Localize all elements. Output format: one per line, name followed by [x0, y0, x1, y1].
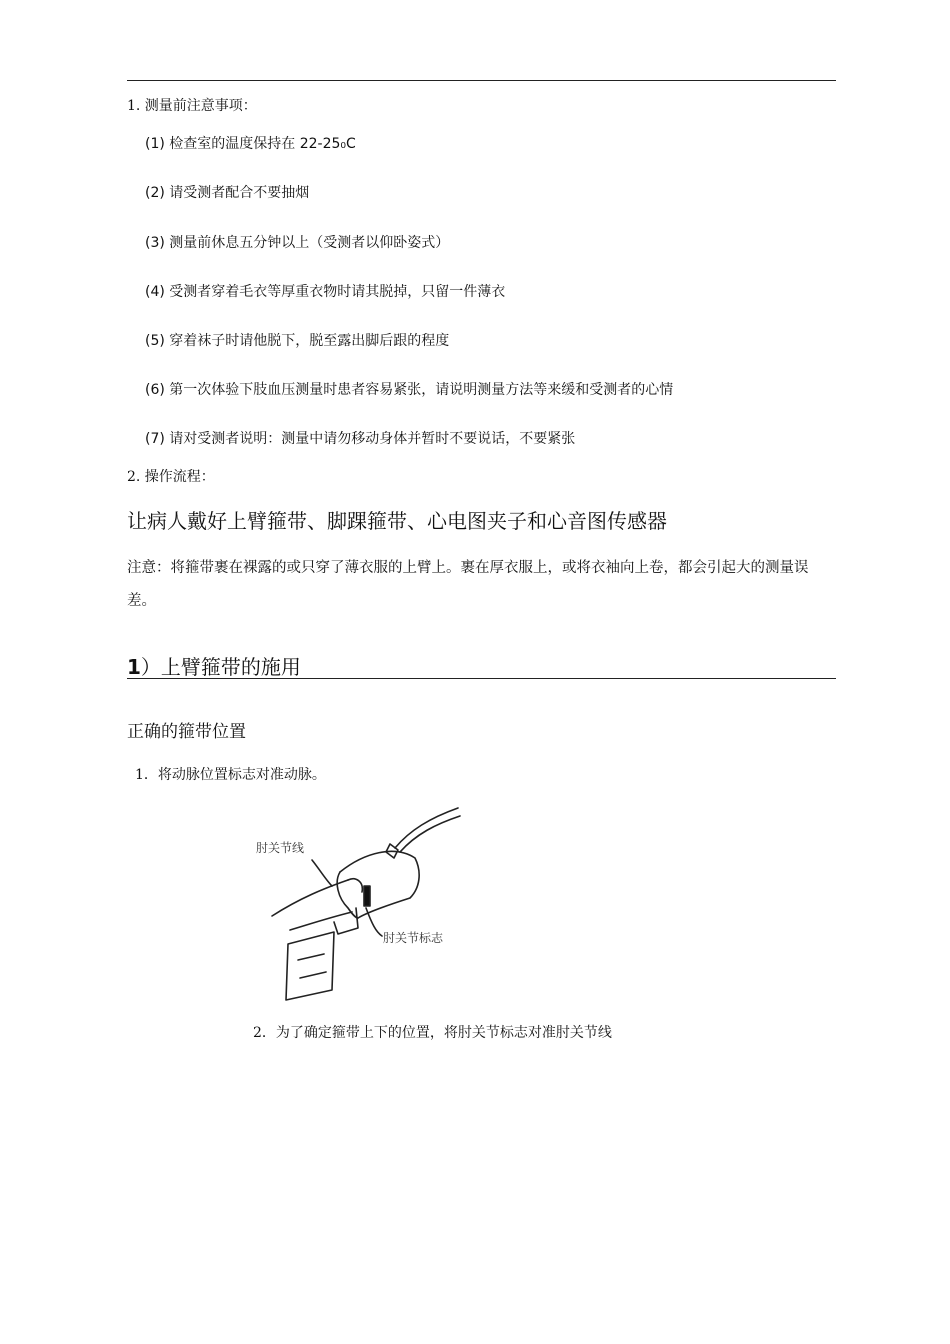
cuff-flap	[286, 932, 334, 1000]
label-elbow-line: 肘关节线	[256, 841, 305, 855]
precaution-item-6: (6) 第一次体验下肢血压测量时患者容易紧张，请说明测量方法等来缓和受测者的心情	[145, 382, 674, 398]
note-paragraph: 注意：将箍带裹在裸露的或只穿了薄衣服的上臂上。裹在厚衣服上，或将衣袖向上卷，都会引起大的测量误差。	[127, 560, 809, 609]
section-1-title: 1. 测量前注意事项：	[127, 98, 257, 114]
label-leader-line	[312, 860, 332, 886]
lead-instruction: 让病人戴好上臂箍带、脚踝箍带、心电图夹子和心音图传感器	[127, 509, 667, 533]
precaution-item-7: (7) 请对受测者说明：测量中请勿移动身体并暂时不要说话，不要紧张	[145, 431, 576, 447]
elbow-mark-symbol	[364, 886, 370, 906]
step-1: 1．将动脉位置标志对准动脉。	[135, 767, 326, 783]
label-elbow-mark: 肘关节标志	[383, 931, 444, 945]
heading-upper-arm-cuff	[127, 651, 301, 680]
header-rule	[127, 80, 836, 81]
tube-line	[395, 808, 458, 848]
arm-outline-bottom	[290, 912, 352, 930]
cuff-flap-top	[334, 908, 358, 934]
label-leader-mark	[366, 908, 382, 936]
precaution-item-3: (3) 测量前休息五分钟以上（受测者以仰卧姿式）	[145, 235, 450, 251]
heading-text: ）上臂箍带的施用	[140, 655, 301, 679]
flap-line	[298, 954, 324, 960]
section-2-title: 2. 操作流程：	[127, 469, 215, 485]
cuff-body	[340, 851, 419, 918]
precaution-item-1: (1) 检查室的温度保持在 22-25₀C	[145, 136, 356, 152]
step-2: 2．为了确定箍带上下的位置，将肘关节标志对准肘关节线	[253, 1025, 612, 1041]
precaution-item-4: (4) 受测者穿着毛衣等厚重衣物时请其脱掉，只留一件薄衣	[145, 284, 506, 300]
heading-number: 1	[127, 655, 141, 679]
precaution-item-5: (5) 穿着袜子时请他脱下，脱至露出脚后跟的程度	[145, 333, 450, 349]
precaution-item-2: (2) 请受测者配合不要抽烟	[145, 185, 310, 201]
heading-underline	[127, 678, 836, 679]
cuff-fold	[348, 879, 362, 892]
subheading-cuff-position: 正确的箍带位置	[127, 722, 246, 742]
flap-line	[300, 972, 326, 978]
cuff-illustration	[240, 800, 470, 1010]
